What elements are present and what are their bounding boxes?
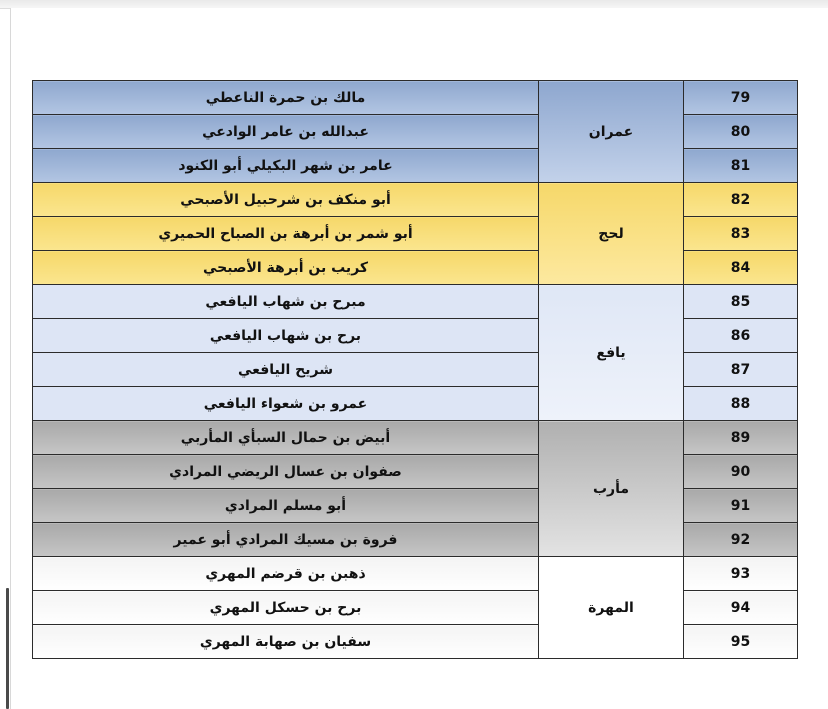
row-number: 83 — [684, 217, 798, 251]
row-number: 93 — [684, 557, 798, 591]
row-number: 89 — [684, 421, 798, 455]
person-name: برح بن شهاب اليافعي — [33, 319, 539, 353]
table-row — [33, 81, 798, 115]
table-row — [33, 387, 798, 421]
region-cell: المهرة — [539, 557, 684, 659]
scrollbar-thumb[interactable] — [6, 588, 9, 709]
table-row — [33, 353, 798, 387]
row-number: 90 — [684, 455, 798, 489]
person-name: مالك بن حمرة الناعطي — [33, 81, 539, 115]
table-row — [33, 183, 798, 217]
table-row — [33, 149, 798, 183]
person-name: شريح اليافعي — [33, 353, 539, 387]
region-cell: مأرب — [539, 421, 684, 557]
row-number: 80 — [684, 115, 798, 149]
row-number: 94 — [684, 591, 798, 625]
table-row — [33, 455, 798, 489]
person-name: برح بن حسكل المهري — [33, 591, 539, 625]
table-row — [33, 591, 798, 625]
table-row — [33, 251, 798, 285]
person-name: أبيض بن حمال السبأي المأربي — [33, 421, 539, 455]
row-number: 85 — [684, 285, 798, 319]
table-row — [33, 523, 798, 557]
person-name: فروة بن مسيك المرادي أبو عمير — [33, 523, 539, 557]
row-number: 82 — [684, 183, 798, 217]
row-number: 95 — [684, 625, 798, 659]
roster-table — [32, 80, 798, 659]
person-name: ذهبن بن قرضم المهري — [33, 557, 539, 591]
person-name: عمرو بن شعواء اليافعي — [33, 387, 539, 421]
person-name: كريب بن أبرهة الأصبحي — [33, 251, 539, 285]
row-number: 88 — [684, 387, 798, 421]
table-row — [33, 115, 798, 149]
row-number: 84 — [684, 251, 798, 285]
table-row — [33, 421, 798, 455]
table-row — [33, 217, 798, 251]
region-cell: يافع — [539, 285, 684, 421]
row-number: 91 — [684, 489, 798, 523]
person-name: عبدالله بن عامر الوادعي — [33, 115, 539, 149]
table-row — [33, 285, 798, 319]
table-row — [33, 319, 798, 353]
row-number: 81 — [684, 149, 798, 183]
person-name: صفوان بن عسال الريضي المرادي — [33, 455, 539, 489]
row-number: 86 — [684, 319, 798, 353]
row-number: 79 — [684, 81, 798, 115]
table-row — [33, 489, 798, 523]
row-number: 92 — [684, 523, 798, 557]
table-row — [33, 625, 798, 659]
person-name: أبو منكف بن شرحبيل الأصبحي — [33, 183, 539, 217]
region-cell: لحج — [539, 183, 684, 285]
table-row — [33, 557, 798, 591]
region-cell: عمران — [539, 81, 684, 183]
person-name: أبو مسلم المرادي — [33, 489, 539, 523]
row-number: 87 — [684, 353, 798, 387]
person-name: أبو شمر بن أبرهة بن الصباح الحميري — [33, 217, 539, 251]
person-name: سفيان بن صهابة المهري — [33, 625, 539, 659]
person-name: مبرح بن شهاب اليافعي — [33, 285, 539, 319]
person-name: عامر بن شهر البكيلي أبو الكنود — [33, 149, 539, 183]
